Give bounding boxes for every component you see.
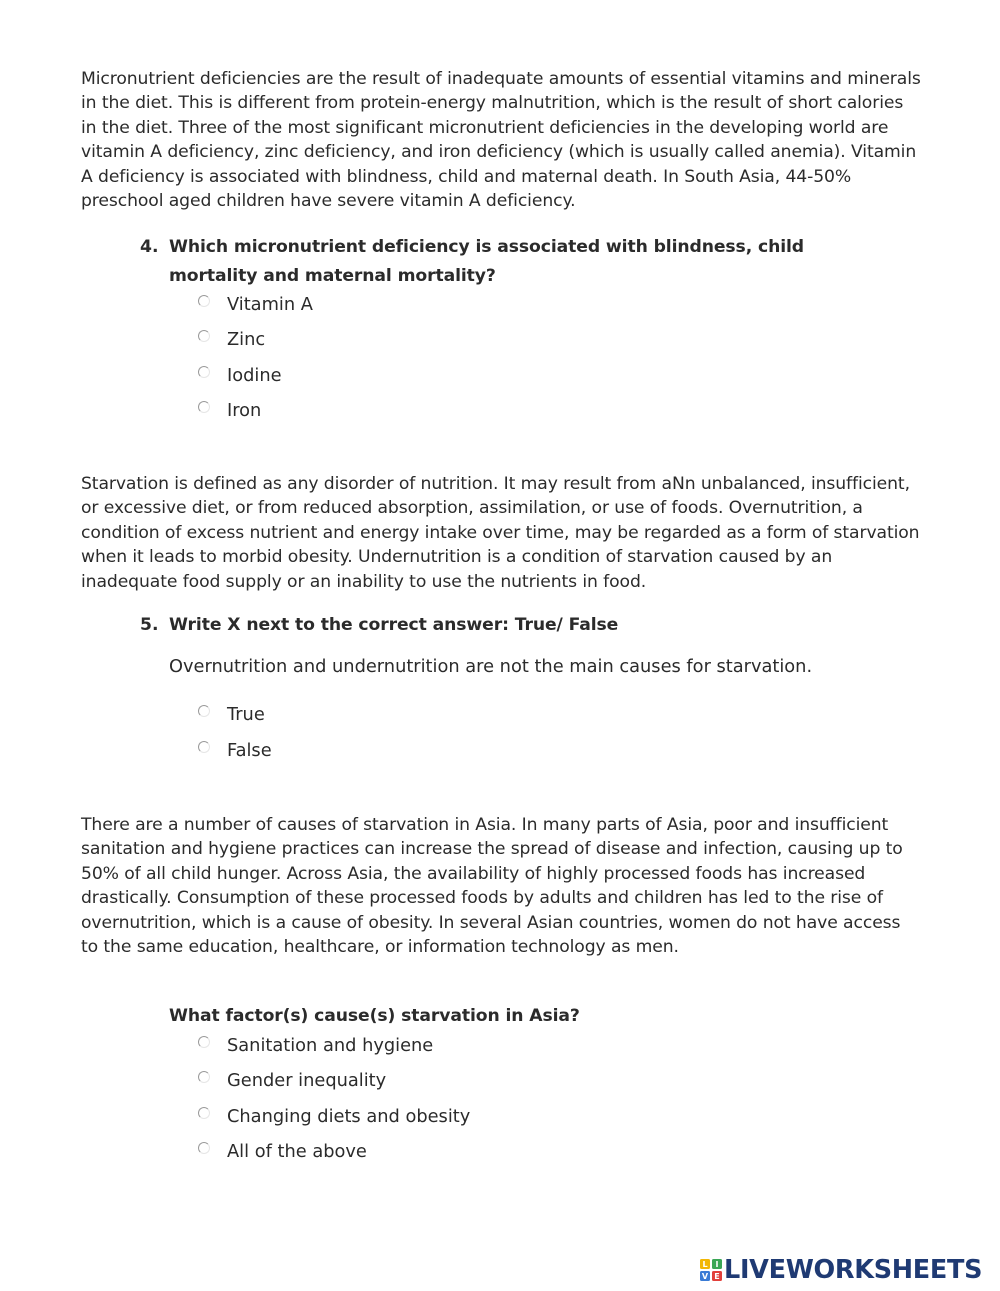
logo-letter-l: L xyxy=(702,1260,708,1269)
radio-button[interactable] xyxy=(198,1036,210,1048)
radio-button[interactable] xyxy=(198,1071,210,1083)
option-label: Sanitation and hygiene xyxy=(227,1035,434,1056)
liveworksheets-logo xyxy=(700,1256,982,1284)
question-4-number: 4. xyxy=(140,237,159,257)
question-5-text: Write X next to the correct answer: True/ False xyxy=(169,615,619,635)
option-label: Vitamin A xyxy=(227,294,313,315)
radio-button[interactable] xyxy=(198,295,210,307)
option-label: Gender inequality xyxy=(227,1070,387,1091)
logo-text: LIVEWORKSHEETS xyxy=(724,1255,983,1285)
radio-button[interactable] xyxy=(198,401,210,413)
logo-letter-e: E xyxy=(714,1272,720,1281)
option-label: Changing diets and obesity xyxy=(227,1106,471,1127)
option-true[interactable] xyxy=(198,703,265,727)
logo-letter-v: V xyxy=(701,1272,709,1281)
option-all-of-the-above[interactable] xyxy=(198,1140,367,1164)
option-sanitation[interactable] xyxy=(198,1034,433,1058)
option-iron[interactable] xyxy=(198,399,261,423)
option-changing-diets[interactable] xyxy=(198,1105,470,1129)
option-label: Iron xyxy=(227,400,262,421)
question-5-statement: Overnutrition and undernutrition are not the main causes for starvation. xyxy=(169,656,813,677)
paragraph-causes-asia: There are a number of causes of starvation in Asia. In many parts of Asia, poor and insufficient sanitation and hygiene practices can increase the spread of disease and infection, causing up to 50% of all child hunger. Across Asia, the availability of highly processed foods has increased drastically. Consumption of these processed foods by adults and children has led to the rise of overnutrition, which is a cause of obesity. In several Asian countries, women do not have access to the same education, healthcare, or information technology as men. xyxy=(81,815,903,958)
option-label: All of the above xyxy=(227,1141,367,1162)
option-label: Iodine xyxy=(227,365,282,386)
option-label: Zinc xyxy=(227,329,266,350)
question-4-text: Which micronutrient deficiency is associated with blindness, child mortality and maternal mortality? xyxy=(169,237,805,286)
paragraph-micronutrients: Micronutrient deficiencies are the result of inadequate amounts of essential vitamins and minerals in the diet. This is different from protein-energy malnutrition, which is the result of short calories in the diet. Three of the most significant micronutrient deficiencies in the developing world are vitamin A deficiency, zinc deficiency, and iron deficiency (which is usually called anemia). Vitamin A deficiency is associated with blindness, child and maternal death. In South Asia, 44-50% preschool aged children have severe vitamin A deficiency. xyxy=(81,69,921,212)
option-false[interactable] xyxy=(198,739,272,763)
liveworksheets-logo-icon xyxy=(700,1259,722,1281)
option-vitamin-a[interactable] xyxy=(198,293,313,317)
question-5-number: 5. xyxy=(140,615,159,635)
option-label: True xyxy=(227,704,265,725)
option-gender-inequality[interactable] xyxy=(198,1069,386,1093)
logo-letter-i: I xyxy=(715,1260,719,1269)
radio-button[interactable] xyxy=(198,1142,210,1154)
option-iodine[interactable] xyxy=(198,364,282,388)
option-zinc[interactable] xyxy=(198,328,265,352)
radio-button[interactable] xyxy=(198,330,210,342)
radio-button[interactable] xyxy=(198,366,210,378)
option-label: False xyxy=(227,740,272,761)
radio-button[interactable] xyxy=(198,1107,210,1119)
question-6-text: What factor(s) cause(s) starvation in Asia? xyxy=(169,1006,580,1026)
radio-button[interactable] xyxy=(198,741,210,753)
paragraph-starvation: Starvation is defined as any disorder of nutrition. It may result from aNn unbalanced, insufficient, or excessive diet, or from reduced absorption, assimilation, or use of foods. Overnutrition, a condition of excess nutrient and energy intake over time, may be regarded as a form of starvation when it leads to morbid obesity. Undernutrition is a condition of starvation caused by an inadequate food supply or an inability to use the nutrients in food. xyxy=(81,474,920,592)
radio-button[interactable] xyxy=(198,705,210,717)
